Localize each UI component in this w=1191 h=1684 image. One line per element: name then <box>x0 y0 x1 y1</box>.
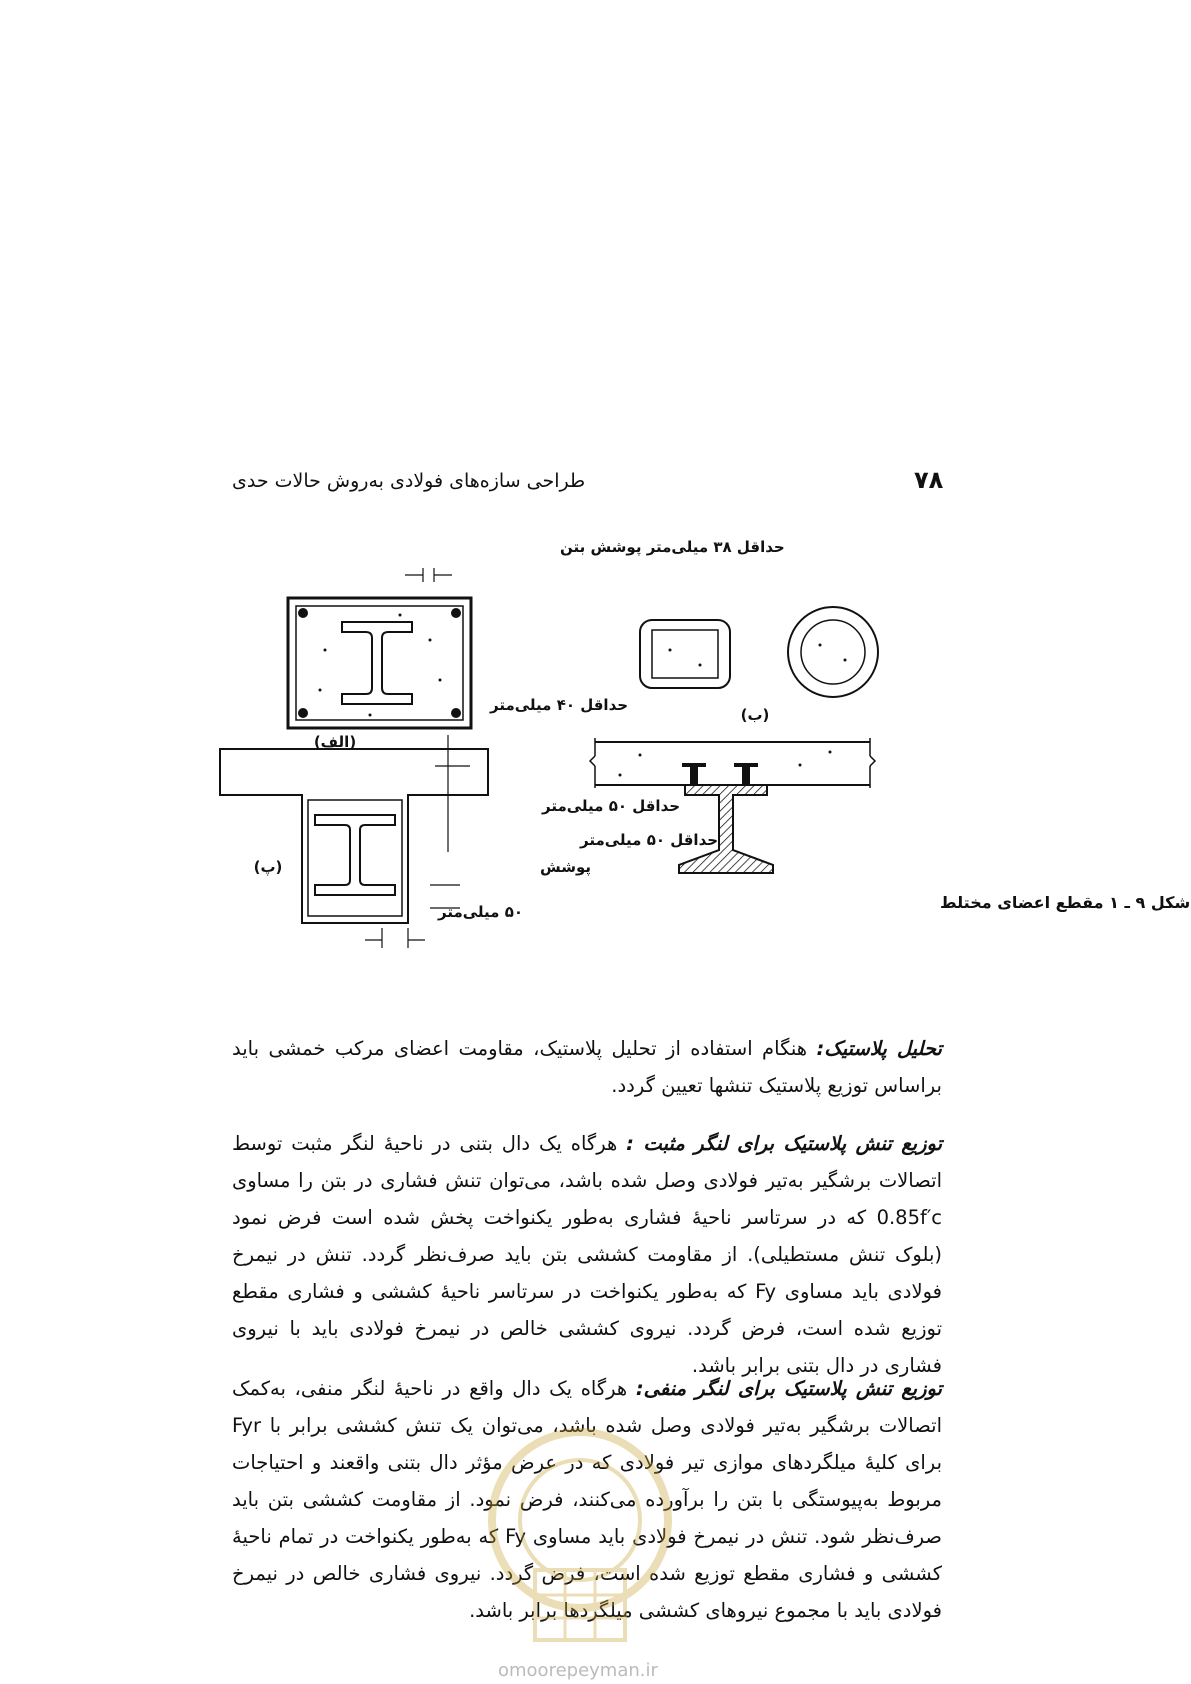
watermark-logo <box>480 1420 680 1660</box>
label-a: (الف) <box>313 733 357 751</box>
paragraph-heading: تحلیل پلاستیک: <box>816 1037 942 1060</box>
composite-sections-figure <box>220 530 1191 1000</box>
label-min-40: حداقل ۴۰ میلی‌متر <box>490 696 629 714</box>
paragraph-plastic-analysis <box>232 1030 942 1104</box>
label-min-50-side: حداقل ۵۰ میلی‌متر <box>542 797 681 815</box>
paragraph-positive-moment <box>232 1125 942 1384</box>
page-number: ۷۸ <box>914 466 944 494</box>
paragraph-heading: توزیع تنش پلاستیک برای لنگر مثبت : <box>626 1132 942 1155</box>
figure-caption: شکل ۹ ـ ۱ مقطع اعضای مختلط <box>940 893 1191 912</box>
filled-tubes-b <box>640 607 878 697</box>
label-min-50-cover: حداقل ۵۰ میلی‌متر <box>580 831 719 849</box>
paragraph-body: هرگاه یک دال واقع در ناحیهٔ لنگر منفی، به‌کمک اتصالات برشگیر به‌تیر فولادی وصل شده باشد، می‌توان یک تنش کششی برابر با Fyr برای کلیهٔ میلگردهای موازی تیر فولادی که در عرض مؤثر دال بتنی واقعند و احتیاجات مربوط به‌پیوستگی با بتن را برآورده می‌کنند، فرض نمود. از مقاومت کششی بتن باید صرف‌نظر شود. تنش در نیمرخ فولادی باید مساوی Fy که به‌طور یکنواخت در تمام ناحیهٔ کششی و فشاری مقطع توزیع شده است، فرض گردد. نیروی فشاری خالص در نیمرخ فولادی باید با مجموع نیروهای کششی میلگردها برابر باشد. <box>232 1377 942 1622</box>
running-title: طراحی سازه‌های فولادی به‌روش حالات حدی <box>232 470 586 492</box>
label-p: (پ) <box>253 858 283 876</box>
label-bottom-50: ۵۰ میلی‌متر <box>438 903 523 921</box>
label-b: (ب) <box>740 706 770 724</box>
watermark-site: omoorepeyman.ir <box>498 1660 658 1681</box>
paragraph-body: هنگام استفاده از تحلیل پلاستیک، مقاومت اعضای مرکب خمشی باید براساس توزیع پلاستیک تنشها تعیین گردد. <box>232 1037 942 1097</box>
figure-drawing <box>220 530 1191 1000</box>
encased-section-a <box>288 568 471 728</box>
paragraph-body: هرگاه یک دال بتنی در ناحیهٔ لنگر مثبت توسط اتصالات برشگیر به‌تیر فولادی وصل شده باشد، می‌توان تنش فشاری در بتن را مساوی 0.85f′c که در سرتاسر ناحیهٔ فشاری به‌طور یکنواخت پخش شده است فرض نمود (بلوک تنش مستطیلی). از مقاومت کششی بتن باید صرف‌نظر گردد. تنش در نیمرخ فولادی باید مساوی Fy که به‌طور یکنواخت در سرتاسر ناحیهٔ کششی و فشاری مقطع توزیع شده است، فرض گردد. نیروی کششی خالص در نیمرخ فولادی باید با نیروی فشاری در دال بتنی برابر باشد. <box>232 1132 942 1377</box>
label-cover-38: حداقل ۳۸ میلی‌متر پوشش بتن <box>560 538 785 556</box>
label-cover: پوشش <box>540 858 591 876</box>
paragraph-heading: توزیع تنش پلاستیک برای لنگر منفی: <box>635 1377 942 1400</box>
